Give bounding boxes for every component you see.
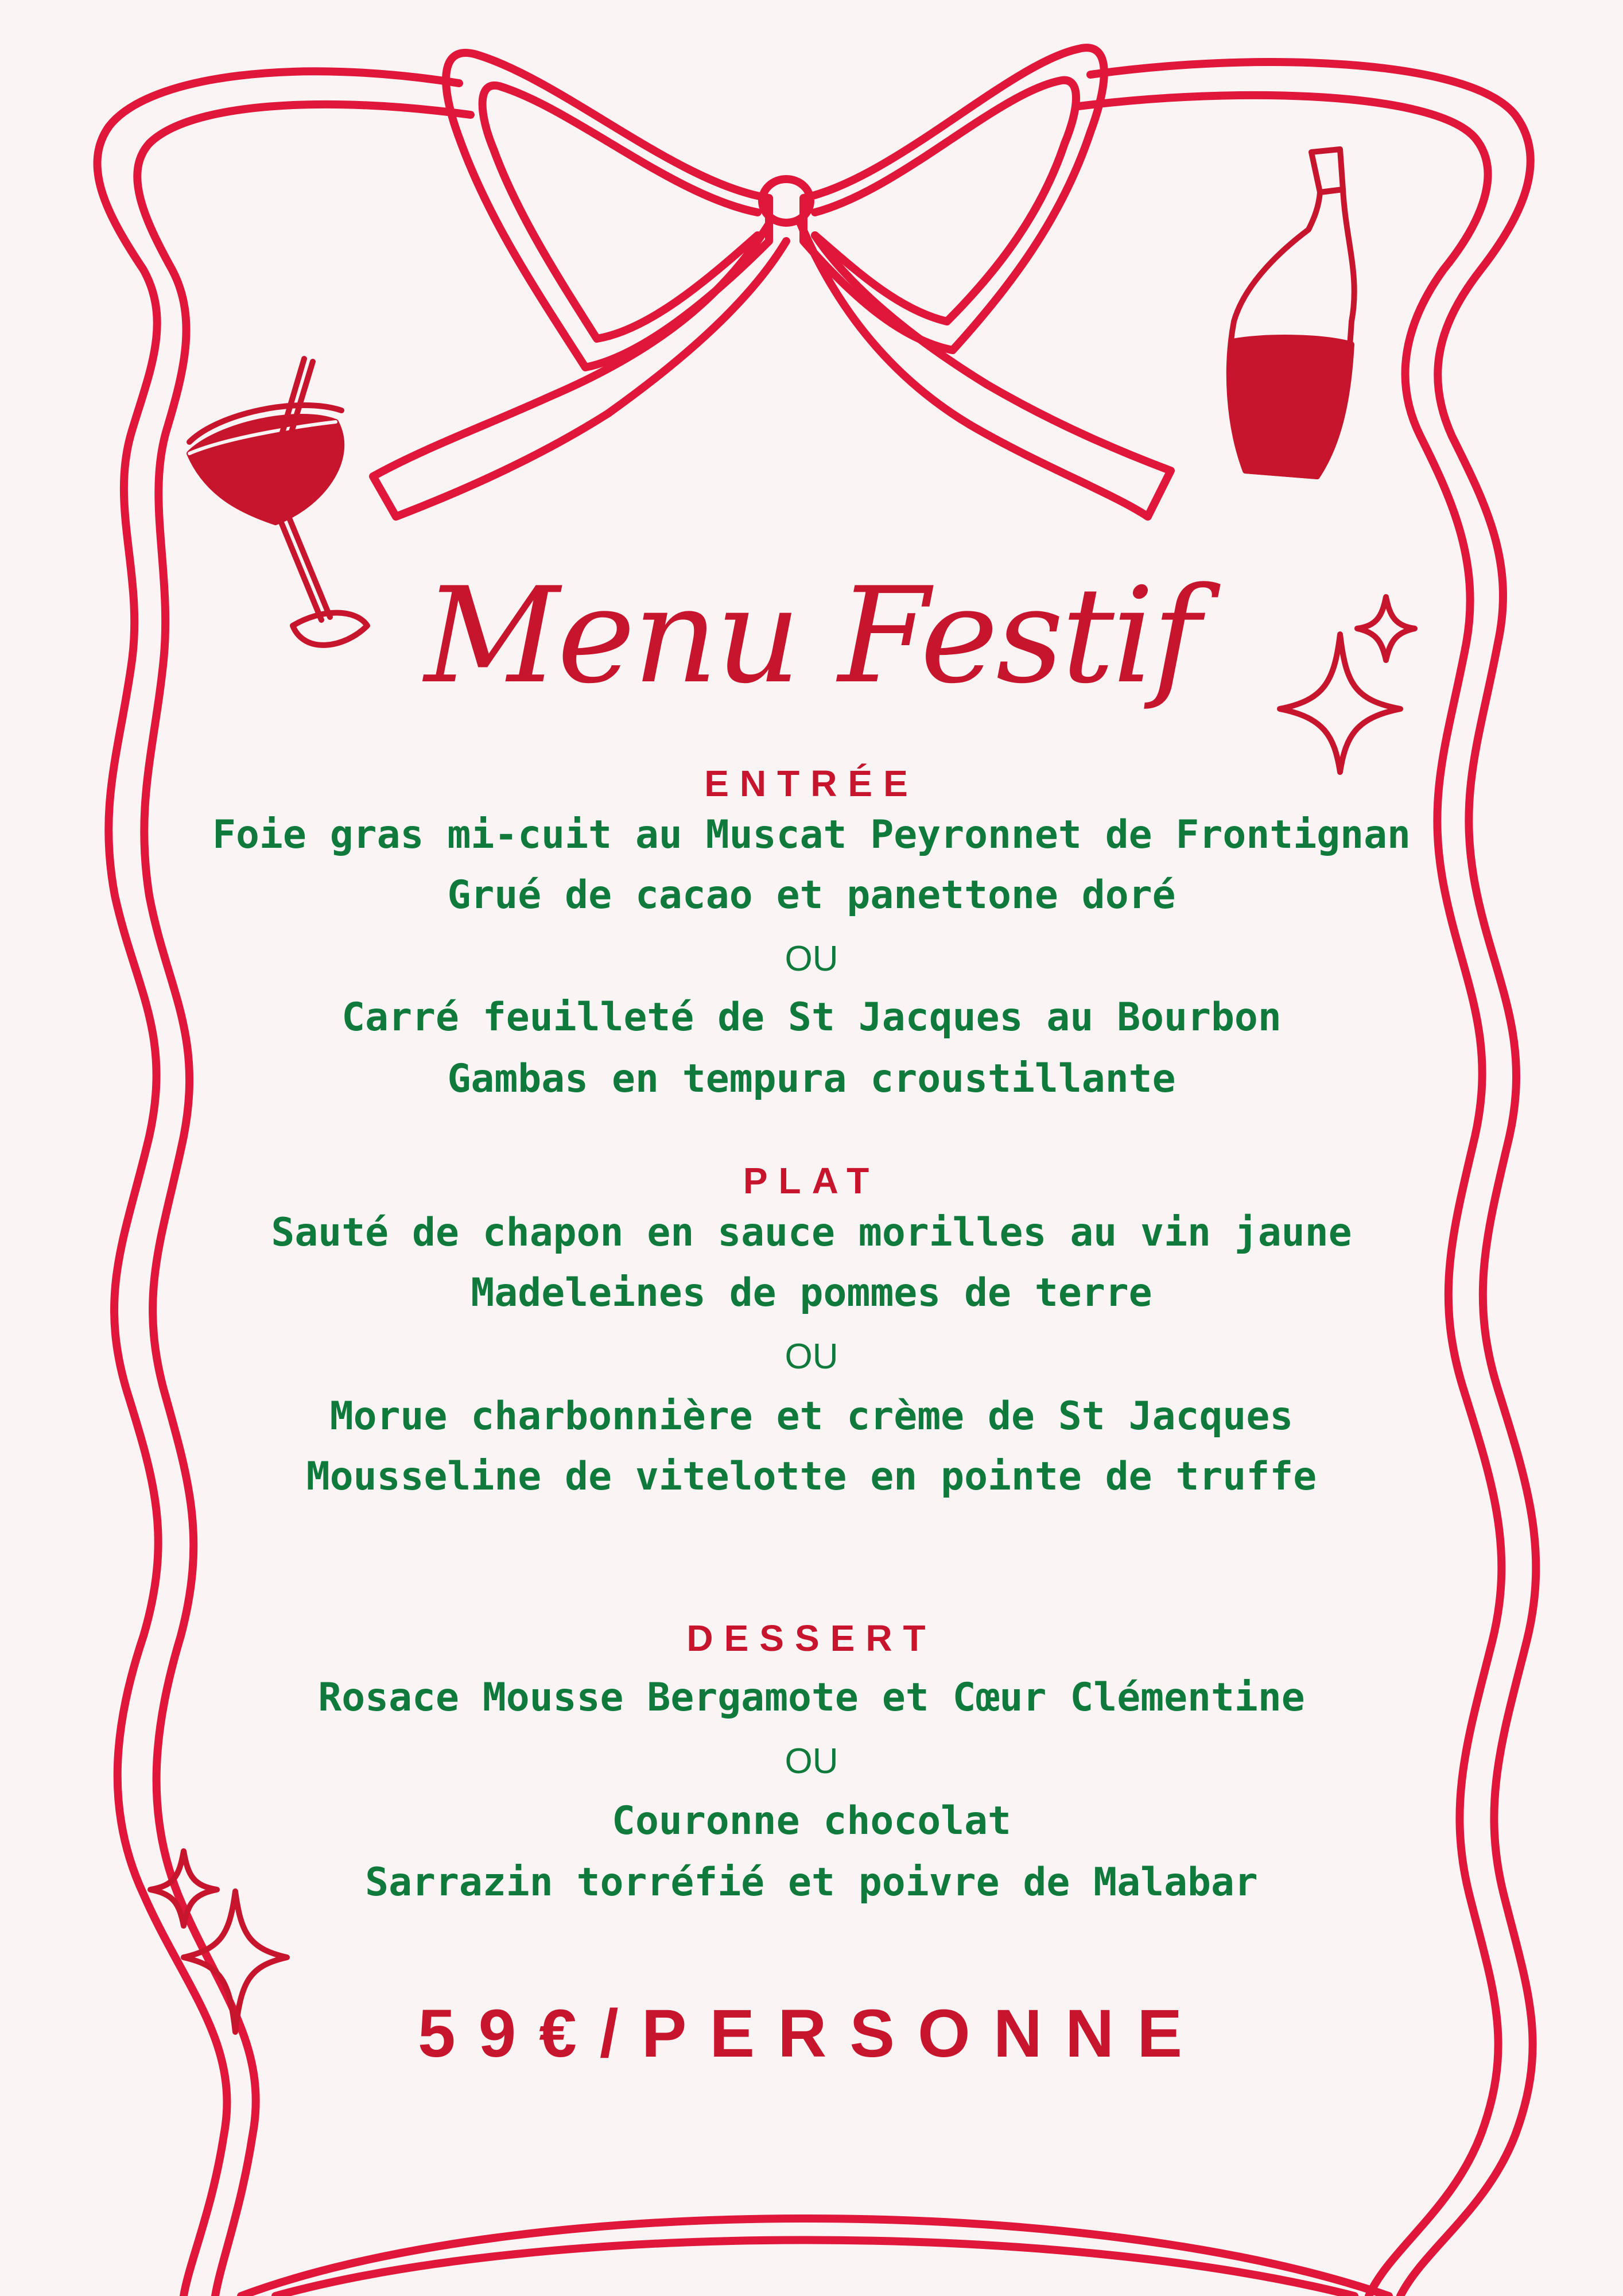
or-separator: OU	[785, 1337, 838, 1376]
section-heading-plat: PLAT	[743, 1160, 880, 1201]
menu-item-line: Carré feuilleté de St Jacques au Bourbon	[341, 995, 1282, 1040]
menu-item-line: Sarrazin torréfié et poivre de Malabar	[365, 1860, 1258, 1905]
or-separator: OU	[785, 939, 838, 979]
menu-title: Menu Festif	[424, 560, 1199, 713]
section-heading-entree: ENTRÉE	[704, 763, 919, 804]
menu-item-line: Morue charbonnière et crème de St Jacques	[329, 1394, 1294, 1439]
menu-item-line: Mousseline de vitelotte en pointe de truffe	[306, 1454, 1317, 1499]
section-heading-dessert: DESSERT	[686, 1618, 937, 1659]
menu-item-line: Gambas en tempura croustillante	[447, 1056, 1176, 1102]
menu-item-line: Foie gras mi-cuit au Muscat Peyronnet de Frontignan	[212, 812, 1411, 858]
menu-item-line: Madeleines de pommes de terre	[471, 1270, 1152, 1316]
or-separator: OU	[785, 1742, 838, 1781]
menu-item-line: Grué de cacao et panettone doré	[447, 872, 1176, 918]
menu-item-line: Sauté de chapon en sauce morilles au vin jaune	[271, 1210, 1352, 1255]
menu-item-line: Couronne chocolat	[612, 1798, 1011, 1844]
price-per-person: 59€/PERSONNE	[418, 1996, 1205, 2072]
menu-item-line: Rosace Mousse Bergamote et Cœur Clémentine	[318, 1675, 1305, 1720]
